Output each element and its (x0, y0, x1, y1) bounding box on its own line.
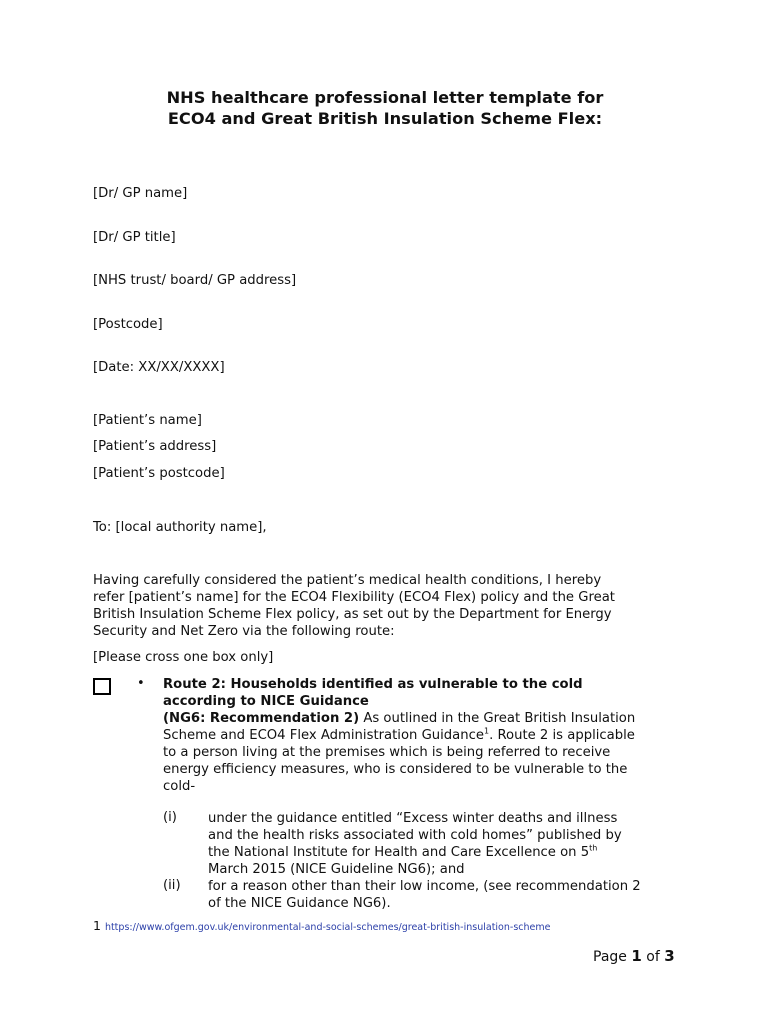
item-label-ii: (ii) (163, 878, 181, 893)
route-text: Scheme and ECO4 Flex Administration Guidance (163, 728, 484, 743)
item-line (208, 844, 678, 861)
item-line: and the health risks associated with cold homes” published by (208, 828, 622, 843)
footnote-reference[interactable]: 1 (483, 726, 490, 736)
body-line: Having carefully considered the patient’s medical health conditions, I hereby (93, 573, 602, 588)
page-number (593, 947, 675, 965)
footnote (93, 918, 550, 933)
patient-postcode: [Patient’s postcode] (93, 466, 225, 481)
page-total: 3 (664, 947, 675, 965)
route-2-checkbox[interactable] (93, 678, 111, 695)
document-title-line-1: NHS healthcare professional letter template for (166, 88, 604, 107)
sender-address: [NHS trust/ board/ GP address] (93, 273, 297, 288)
item-line: of the NICE Guidance NG6). (208, 896, 391, 911)
route-2-description (163, 676, 683, 795)
body-paragraph (93, 572, 668, 640)
item-text-i (208, 810, 678, 878)
patient-name: [Patient’s name] (93, 413, 202, 428)
item-line-text: the National Institute for Health and Care Excellence on 5 (208, 845, 590, 860)
sender-title: [Dr/ GP title] (93, 230, 176, 245)
patient-address: [Patient’s address] (93, 439, 217, 454)
route-heading-line: Route 2: Households identified as vulnerable to the cold (163, 677, 583, 692)
item-line: under the guidance entitled “Excess winter deaths and illness (208, 811, 618, 826)
bullet-point: • (137, 676, 145, 691)
footnote-link[interactable]: https://www.ofgem.gov.uk/environmental-and-social-schemes/great-british-insulation-scheme (104, 922, 551, 933)
route-text-line: cold- (163, 779, 196, 794)
item-line: March 2015 (NICE Guideline NG6); and (208, 862, 465, 877)
footnote-number: 1 (93, 918, 101, 933)
page-prefix: Page (593, 949, 627, 965)
item-line: for a reason other than their low income, (see recommendation 2 (208, 879, 641, 894)
page-current: 1 (631, 947, 642, 965)
recommendation-label: (NG6: Recommendation 2) (163, 711, 360, 726)
route-text-line (163, 727, 683, 744)
route-text-line (163, 710, 683, 727)
item-label-i: (i) (163, 810, 177, 825)
salutation: To: [local authority name], (93, 520, 267, 535)
route-text: As outlined in the Great British Insulation (359, 711, 636, 726)
body-line: Security and Net Zero via the following route: (93, 624, 395, 639)
route-text-line: to a person living at the premises which is being referred to receive (163, 745, 611, 760)
body-line: British Insulation Scheme Flex policy, as set out by the Department for Energy (93, 607, 612, 622)
document-title-line-2: ECO4 and Great British Insulation Scheme Flex: (167, 109, 603, 128)
route-text: . Route 2 is applicable (489, 728, 635, 743)
instruction-text: [Please cross one box only] (93, 650, 274, 665)
sender-postcode: [Postcode] (93, 317, 163, 332)
item-text-ii (208, 878, 678, 912)
sender-name: [Dr/ GP name] (93, 186, 188, 201)
ordinal-suffix: th (589, 843, 598, 853)
letter-date: [Date: XX/XX/XXXX] (93, 360, 225, 375)
body-line: refer [patient’s name] for the ECO4 Flexibility (ECO4 Flex) policy and the Great (93, 590, 615, 605)
route-heading-line: according to NICE Guidance (163, 694, 369, 709)
route-text-line: energy efficiency measures, who is considered to be vulnerable to the (163, 762, 628, 777)
page-of: of (646, 949, 660, 965)
